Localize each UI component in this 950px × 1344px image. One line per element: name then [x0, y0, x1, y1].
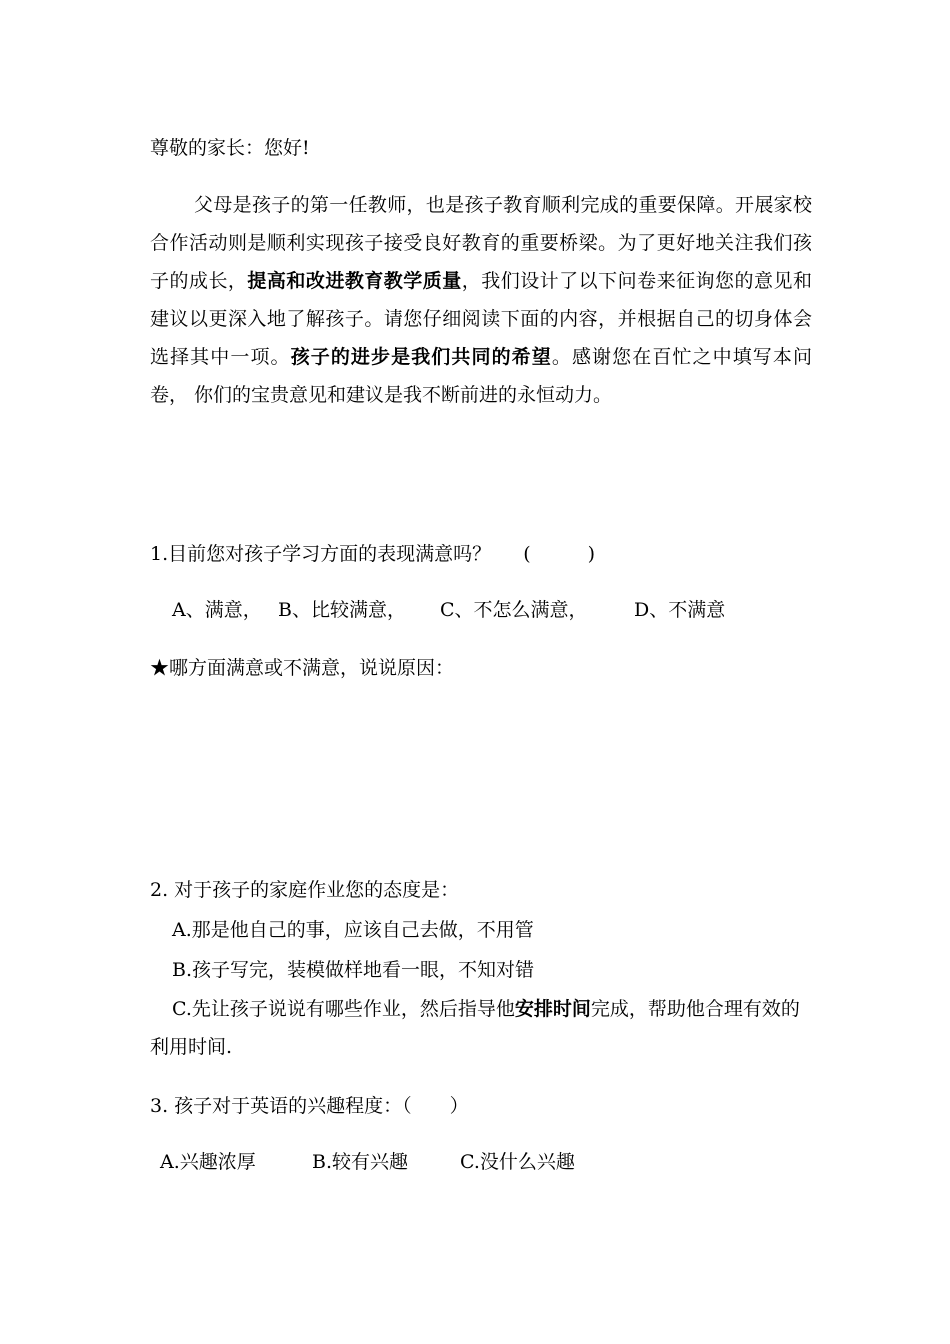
- question-3-option-c[interactable]: C.没什么兴趣: [460, 1151, 575, 1173]
- intro-text-1: 父母是孩子的第一任教师，也是孩子教育顺利完成的重要保障。开展家校合作活动则是顺利实现孩子接受良好教育的重要桥梁。为了更好地关注我们孩子的成长，: [150, 194, 812, 292]
- question-2-option-c-text-2: 完成，帮助他合理有效的利用时间.: [150, 998, 800, 1058]
- question-1-option-c[interactable]: C、不怎么满意，: [440, 599, 588, 621]
- intro-bold-hope: 孩子的进步是我们共同的希望: [290, 346, 552, 368]
- question-2-option-c[interactable]: [150, 990, 812, 1066]
- intro-bold-quality: 提高和改进教育教学质量: [247, 270, 462, 292]
- question-2-option-b[interactable]: B.孩子写完，装模做样地看一眼，不知对错: [172, 959, 535, 981]
- question-1: [150, 542, 595, 566]
- question-1-option-a[interactable]: A、满意，: [172, 599, 262, 621]
- question-2-option-c-bold: 安排时间: [514, 998, 591, 1020]
- question-2: 2. 对于孩子的家庭作业您的态度是：: [150, 879, 460, 901]
- question-1-reason-prompt: ★哪方面满意或不满意，说说原因：: [150, 657, 455, 679]
- intro-text-2: ，我们设计了以下问卷来征询您的意见和建议以更深入地了解孩子。请您仔细阅读下面的内容，并根据自己的切身体会选择其中一项。: [150, 270, 812, 368]
- question-1-text: 1.目前您对孩子学习方面的表现满意吗？: [150, 543, 492, 565]
- question-3-option-a[interactable]: A.兴趣浓厚: [160, 1151, 256, 1173]
- question-3-option-b[interactable]: B.较有兴趣: [312, 1151, 409, 1173]
- question-1-option-b[interactable]: B、比较满意，: [278, 599, 406, 621]
- intro-paragraph: [150, 186, 812, 414]
- question-1-option-d[interactable]: D、不满意: [634, 599, 726, 621]
- question-1-options: [172, 598, 725, 622]
- intro-text-3: 。感谢您在百忙之中填写本问卷， 你们的宝贵意见和建议是我不断前进的永恒动力。: [150, 346, 812, 406]
- question-2-option-c-text-1: C.先让孩子说说有哪些作业，然后指导他: [172, 998, 515, 1020]
- question-1-answer-bracket[interactable]: ( ): [523, 543, 596, 565]
- question-3-options: [160, 1150, 575, 1174]
- question-3: 3. 孩子对于英语的兴趣程度：（ ）: [150, 1095, 469, 1117]
- question-2-option-a[interactable]: A.那是他自己的事，应该自己去做，不用管: [172, 919, 534, 941]
- greeting: 尊敬的家长：您好!: [150, 137, 310, 159]
